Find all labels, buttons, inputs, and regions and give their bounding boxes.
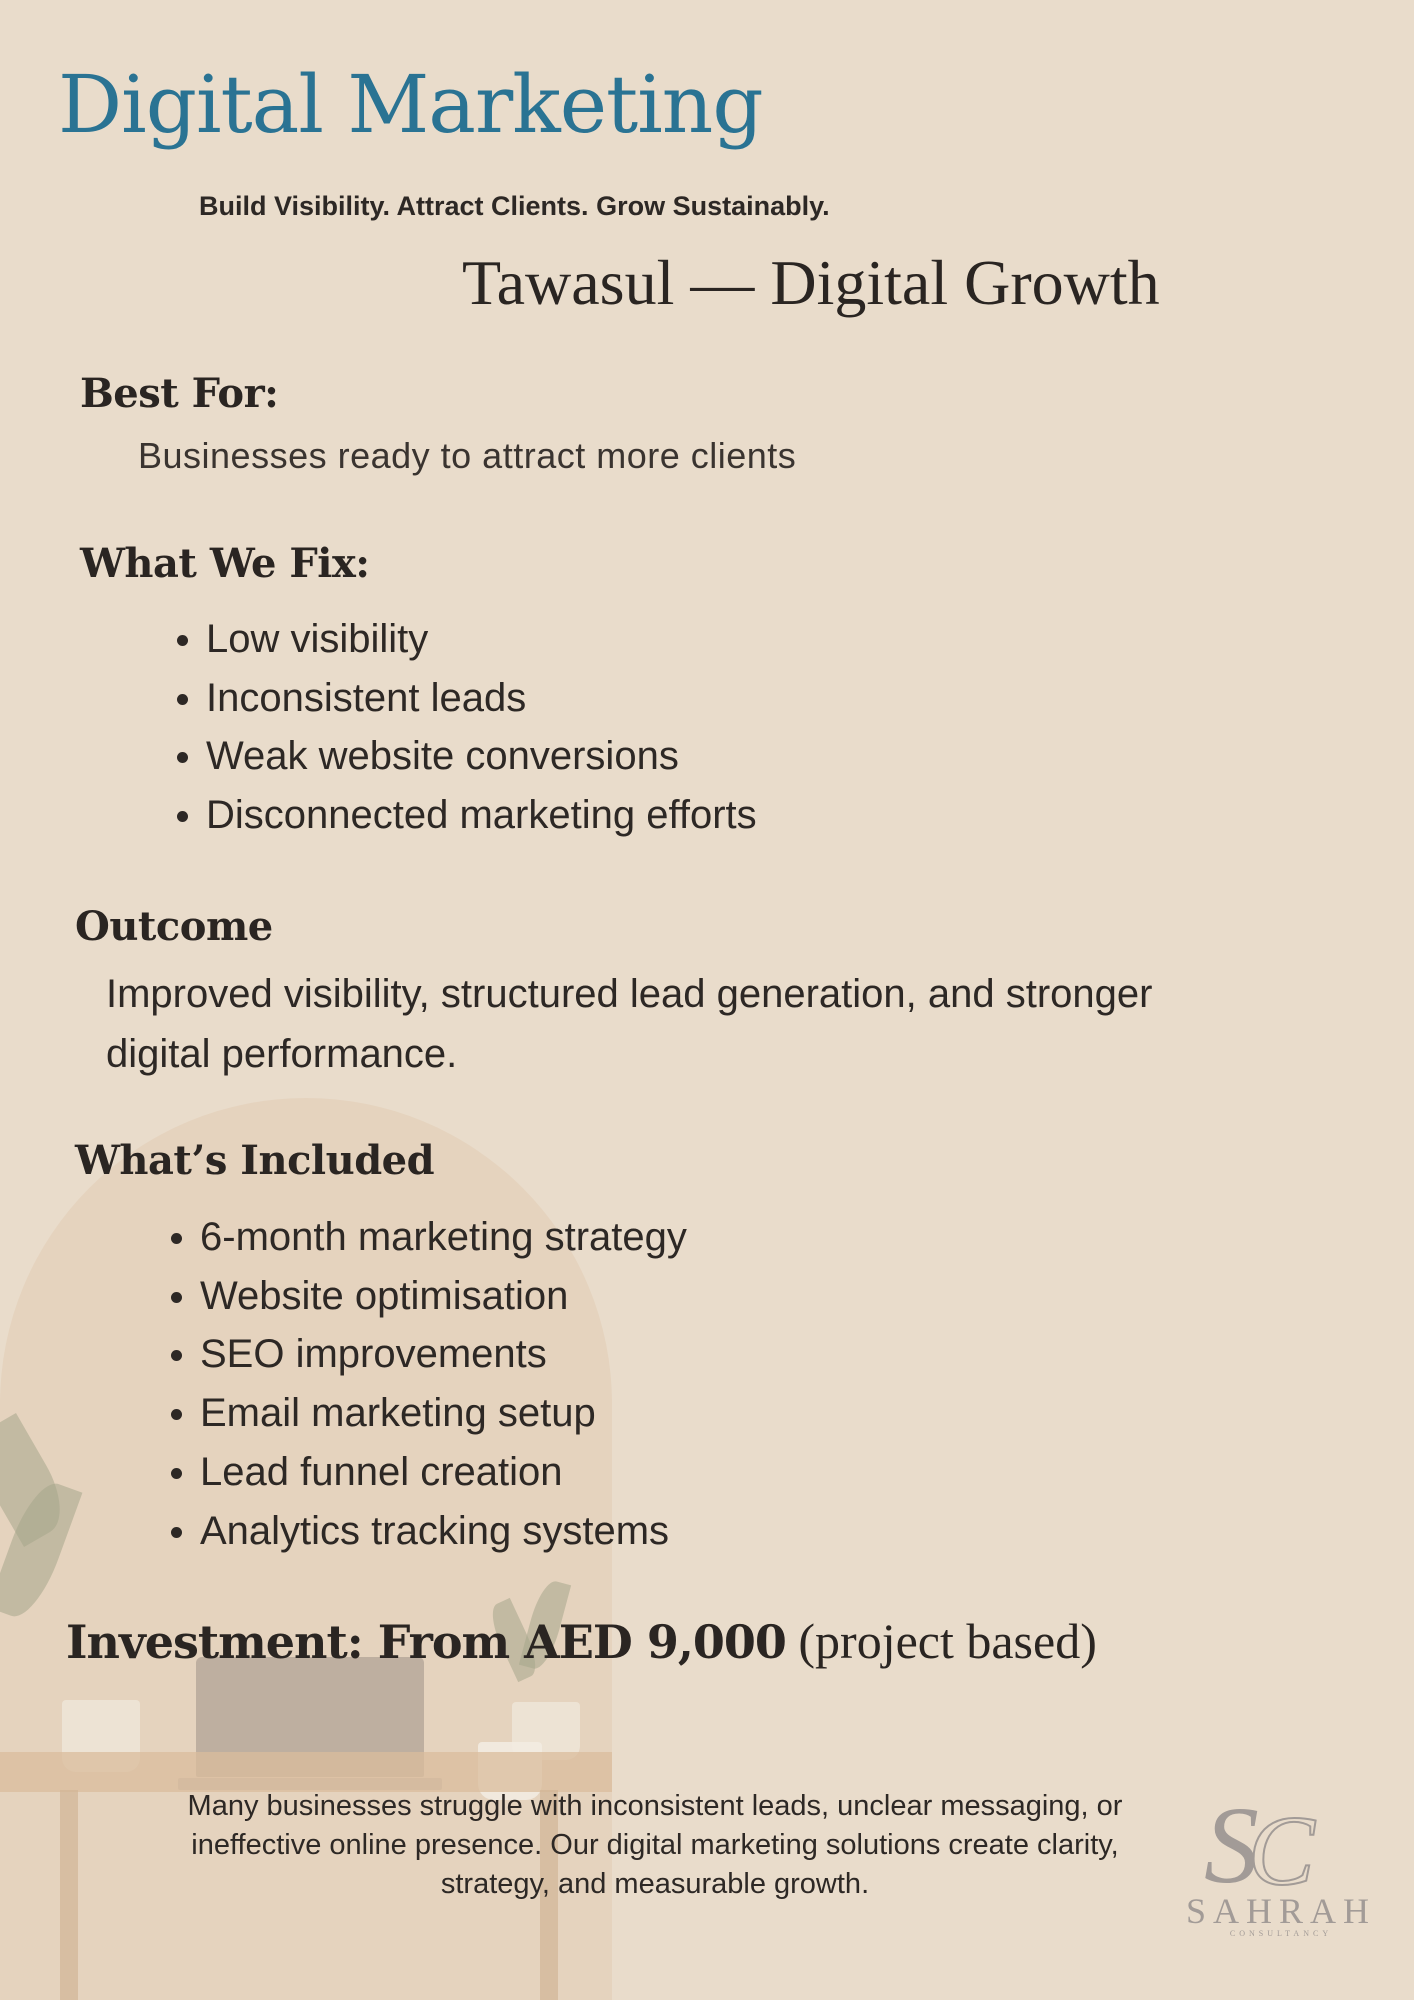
- list-item: • Inconsistent leads: [206, 669, 757, 728]
- investment-line: [66, 1612, 1097, 1670]
- list-item: • Email marketing setup: [200, 1384, 687, 1443]
- logo-subtitle: CONSULTANCY: [1229, 1929, 1333, 1938]
- investment-note: (project based): [798, 1613, 1097, 1669]
- what-we-fix-heading: What We Fix:: [80, 540, 370, 587]
- what-we-fix-list: [158, 610, 757, 845]
- package-name: Tawasul — Digital Growth: [462, 247, 1160, 318]
- best-for-heading: Best For:: [80, 370, 279, 417]
- list-item: • 6-month marketing strategy: [200, 1208, 687, 1267]
- list-item: • Website optimisation: [200, 1267, 687, 1326]
- list-item: • Disconnected marketing efforts: [206, 786, 757, 845]
- logo-monogram-c: C: [1248, 1795, 1315, 1906]
- list-item: • Analytics tracking systems: [200, 1502, 687, 1561]
- tagline: Build Visibility. Attract Clients. Grow Sustainably.: [199, 191, 830, 221]
- logo-monogram-s: S: [1204, 1784, 1259, 1906]
- list-item: • Lead funnel creation: [200, 1443, 687, 1502]
- logo-name: SAHRAH: [1185, 1891, 1377, 1931]
- desk-leg-decoration: [60, 1790, 78, 2000]
- page-title: Digital Marketing: [58, 58, 763, 151]
- included-list: [152, 1208, 687, 1560]
- list-item: • SEO improvements: [200, 1325, 687, 1384]
- best-for-text: Businesses ready to attract more clients: [138, 435, 797, 476]
- included-heading: What’s Included: [75, 1137, 435, 1184]
- desk-decoration: [0, 1752, 612, 1792]
- outcome-text: Improved visibility, structured lead generation, and stronger digital performance.: [106, 972, 1153, 1076]
- footer-text: Many businesses struggle with inconsistent leads, unclear messaging, or ineffective online presence. Our digital marketing solutions create clarity, strategy, and measurable growth.: [187, 1790, 1123, 1900]
- list-item: • Weak website conversions: [206, 727, 757, 786]
- investment-label: Investment: From AED 9,000: [66, 1615, 786, 1669]
- list-item: • Low visibility: [206, 610, 757, 669]
- outcome-heading: Outcome: [75, 903, 273, 950]
